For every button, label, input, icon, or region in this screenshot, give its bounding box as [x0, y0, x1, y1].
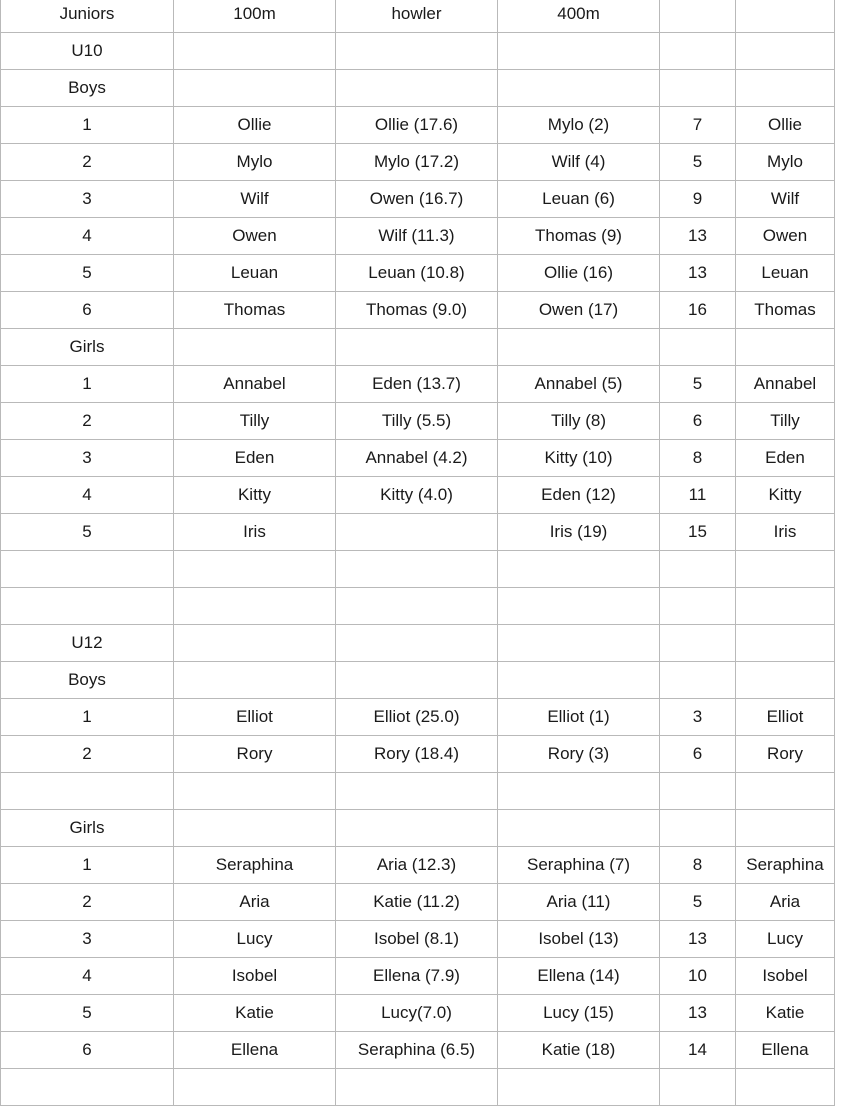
cell-result-howler[interactable]: Thomas (9.0) [336, 292, 498, 329]
cell-result-400m[interactable] [498, 662, 660, 699]
cell-label[interactable]: 4 [1, 218, 174, 255]
cell-label[interactable] [1, 588, 174, 625]
cell-overall-position[interactable] [736, 70, 835, 107]
cell-result-400m[interactable]: Tilly (8) [498, 403, 660, 440]
cell-result-howler[interactable]: Isobel (8.1) [336, 921, 498, 958]
table-row [1, 810, 835, 847]
cell-overall-position[interactable]: Mylo [736, 144, 835, 181]
cell-overall-position[interactable] [736, 662, 835, 699]
cell-label[interactable]: 1 [1, 699, 174, 736]
cell-label[interactable]: 3 [1, 181, 174, 218]
cell-result-100m[interactable]: Eden [174, 440, 336, 477]
cell-result-400m[interactable] [498, 70, 660, 107]
cell-points-total[interactable]: 6 [660, 736, 736, 773]
cell-points-total[interactable] [660, 588, 736, 625]
cell-result-100m[interactable]: Mylo [174, 144, 336, 181]
cell-overall-position[interactable] [736, 588, 835, 625]
cell-points-total[interactable]: 10 [660, 958, 736, 995]
cell-result-howler[interactable]: Owen (16.7) [336, 181, 498, 218]
cell-result-100m[interactable]: Owen [174, 218, 336, 255]
cell-result-howler[interactable] [336, 1069, 498, 1106]
cell-overall-position[interactable]: Leuan [736, 255, 835, 292]
cell-result-400m[interactable]: Wilf (4) [498, 144, 660, 181]
cell-points-total[interactable]: 5 [660, 144, 736, 181]
cell-result-100m[interactable] [174, 70, 336, 107]
table-row [1, 255, 835, 292]
cell-result-100m[interactable] [174, 773, 336, 810]
cell-label[interactable]: 3 [1, 921, 174, 958]
cell-label[interactable] [1, 773, 174, 810]
cell-result-howler[interactable]: Elliot (25.0) [336, 699, 498, 736]
cell-result-howler[interactable]: Katie (11.2) [336, 884, 498, 921]
table-row [1, 662, 835, 699]
cell-result-100m[interactable] [174, 329, 336, 366]
cell-label[interactable] [1, 551, 174, 588]
cell-result-100m[interactable] [174, 625, 336, 662]
cell-label[interactable]: 4 [1, 477, 174, 514]
cell-overall-position[interactable]: Ellena [736, 1032, 835, 1069]
cell-points-total[interactable] [660, 810, 736, 847]
cell-overall-position[interactable]: Lucy [736, 921, 835, 958]
cell-points-total[interactable] [660, 625, 736, 662]
cell-result-100m[interactable]: Isobel [174, 958, 336, 995]
table-row [1, 773, 835, 810]
cell-overall-position[interactable]: Katie [736, 995, 835, 1032]
cell-overall-position[interactable]: Ollie [736, 107, 835, 144]
cell-result-100m[interactable]: Seraphina [174, 847, 336, 884]
table-row [1, 736, 835, 773]
cell-overall-position[interactable]: Elliot [736, 699, 835, 736]
cell-result-howler[interactable]: Eden (13.7) [336, 366, 498, 403]
cell-result-howler[interactable] [336, 588, 498, 625]
cell-label[interactable]: 4 [1, 958, 174, 995]
cell-points-total[interactable] [660, 1069, 736, 1106]
table-row [1, 514, 835, 551]
table-row [1, 921, 835, 958]
cell-result-100m[interactable]: Lucy [174, 921, 336, 958]
cell-result-400m[interactable]: Kitty (10) [498, 440, 660, 477]
cell-result-howler[interactable] [336, 810, 498, 847]
table-row [1, 440, 835, 477]
cell-label[interactable]: 5 [1, 255, 174, 292]
cell-overall-position[interactable]: Owen [736, 218, 835, 255]
table-row [1, 884, 835, 921]
table-row [1, 847, 835, 884]
cell-result-howler[interactable] [336, 625, 498, 662]
cell-points-total[interactable] [660, 773, 736, 810]
cell-result-howler[interactable] [336, 662, 498, 699]
cell-label[interactable]: 2 [1, 403, 174, 440]
cell-points-total[interactable]: 15 [660, 514, 736, 551]
cell-points-total[interactable]: 13 [660, 921, 736, 958]
cell-label[interactable]: 2 [1, 144, 174, 181]
cell-result-howler[interactable]: Wilf (11.3) [336, 218, 498, 255]
cell-overall-position[interactable] [736, 551, 835, 588]
cell-result-400m[interactable]: Thomas (9) [498, 218, 660, 255]
cell-points-total[interactable]: 3 [660, 699, 736, 736]
cell-result-howler[interactable] [336, 33, 498, 70]
cell-result-100m[interactable]: Katie [174, 995, 336, 1032]
cell-result-100m[interactable] [174, 1069, 336, 1106]
cell-overall-position[interactable]: Thomas [736, 292, 835, 329]
table-row [1, 144, 835, 181]
cell-label[interactable]: Boys [1, 662, 174, 699]
cell-result-100m[interactable] [174, 810, 336, 847]
cell-overall-position[interactable]: Rory [736, 736, 835, 773]
cell-result-400m[interactable]: Ellena (14) [498, 958, 660, 995]
cell-points-total[interactable]: 5 [660, 884, 736, 921]
table-row [1, 625, 835, 662]
cell-result-100m[interactable]: Ellena [174, 1032, 336, 1069]
cell-result-100m[interactable]: Kitty [174, 477, 336, 514]
cell-result-howler[interactable]: Kitty (4.0) [336, 477, 498, 514]
cell-result-400m[interactable]: Owen (17) [498, 292, 660, 329]
cell-points-total[interactable]: 14 [660, 1032, 736, 1069]
cell-overall-position[interactable] [736, 0, 835, 33]
cell-result-100m[interactable]: Annabel [174, 366, 336, 403]
cell-label[interactable]: Boys [1, 70, 174, 107]
table-row [1, 292, 835, 329]
spreadsheet-body [1, 0, 835, 1106]
table-row [1, 403, 835, 440]
cell-label[interactable]: U12 [1, 625, 174, 662]
cell-result-howler[interactable]: Ollie (17.6) [336, 107, 498, 144]
cell-result-howler[interactable]: Lucy(7.0) [336, 995, 498, 1032]
cell-overall-position[interactable] [736, 810, 835, 847]
cell-result-400m[interactable]: Katie (18) [498, 1032, 660, 1069]
cell-points-total[interactable] [660, 70, 736, 107]
cell-result-howler[interactable] [336, 329, 498, 366]
cell-result-100m[interactable]: Tilly [174, 403, 336, 440]
cell-points-total[interactable]: 5 [660, 366, 736, 403]
cell-result-100m[interactable] [174, 662, 336, 699]
cell-label[interactable]: 1 [1, 366, 174, 403]
cell-result-400m[interactable]: Seraphina (7) [498, 847, 660, 884]
table-row [1, 1069, 835, 1106]
cell-result-howler[interactable]: Aria (12.3) [336, 847, 498, 884]
cell-result-howler[interactable]: Seraphina (6.5) [336, 1032, 498, 1069]
cell-points-total[interactable]: 13 [660, 255, 736, 292]
table-row [1, 329, 835, 366]
cell-overall-position[interactable]: Annabel [736, 366, 835, 403]
cell-result-400m[interactable]: Rory (3) [498, 736, 660, 773]
table-row [1, 33, 835, 70]
cell-result-400m[interactable] [498, 625, 660, 662]
cell-result-400m[interactable]: Mylo (2) [498, 107, 660, 144]
table-row [1, 107, 835, 144]
cell-result-100m[interactable]: 100m [174, 0, 336, 33]
cell-result-howler[interactable]: howler [336, 0, 498, 33]
cell-overall-position[interactable] [736, 625, 835, 662]
cell-label[interactable]: 1 [1, 847, 174, 884]
cell-points-total[interactable]: 9 [660, 181, 736, 218]
cell-result-100m[interactable]: Rory [174, 736, 336, 773]
cell-result-400m[interactable]: Leuan (6) [498, 181, 660, 218]
cell-result-400m[interactable]: Lucy (15) [498, 995, 660, 1032]
table-row [1, 0, 835, 33]
table-row [1, 958, 835, 995]
table-row [1, 588, 835, 625]
cell-overall-position[interactable] [736, 773, 835, 810]
cell-result-100m[interactable]: Elliot [174, 699, 336, 736]
cell-overall-position[interactable]: Eden [736, 440, 835, 477]
cell-result-100m[interactable]: Iris [174, 514, 336, 551]
cell-result-400m[interactable]: Ollie (16) [498, 255, 660, 292]
table-row [1, 1032, 835, 1069]
table-row [1, 995, 835, 1032]
cell-overall-position[interactable]: Iris [736, 514, 835, 551]
cell-label[interactable]: 2 [1, 736, 174, 773]
cell-overall-position[interactable]: Tilly [736, 403, 835, 440]
cell-points-total[interactable]: 8 [660, 847, 736, 884]
cell-result-100m[interactable]: Ollie [174, 107, 336, 144]
cell-points-total[interactable] [660, 0, 736, 33]
cell-result-400m[interactable] [498, 329, 660, 366]
cell-points-total[interactable]: 13 [660, 218, 736, 255]
cell-result-400m[interactable] [498, 588, 660, 625]
cell-result-100m[interactable] [174, 588, 336, 625]
cell-result-400m[interactable] [498, 33, 660, 70]
cell-result-100m[interactable]: Thomas [174, 292, 336, 329]
cell-points-total[interactable]: 16 [660, 292, 736, 329]
cell-result-howler[interactable] [336, 514, 498, 551]
cell-result-100m[interactable] [174, 33, 336, 70]
cell-overall-position[interactable] [736, 33, 835, 70]
cell-result-100m[interactable] [174, 551, 336, 588]
cell-label[interactable]: Juniors [1, 0, 174, 33]
cell-points-total[interactable]: 8 [660, 440, 736, 477]
cell-result-400m[interactable]: Isobel (13) [498, 921, 660, 958]
cell-result-howler[interactable]: Tilly (5.5) [336, 403, 498, 440]
cell-points-total[interactable]: 13 [660, 995, 736, 1032]
cell-points-total[interactable]: 6 [660, 403, 736, 440]
cell-result-howler[interactable]: Annabel (4.2) [336, 440, 498, 477]
cell-result-100m[interactable]: Wilf [174, 181, 336, 218]
cell-points-total[interactable] [660, 662, 736, 699]
table-row [1, 181, 835, 218]
cell-result-100m[interactable]: Leuan [174, 255, 336, 292]
cell-label[interactable]: 5 [1, 995, 174, 1032]
cell-result-howler[interactable]: Ellena (7.9) [336, 958, 498, 995]
cell-result-howler[interactable]: Rory (18.4) [336, 736, 498, 773]
cell-overall-position[interactable]: Seraphina [736, 847, 835, 884]
cell-result-howler[interactable] [336, 773, 498, 810]
cell-result-400m[interactable]: 400m [498, 0, 660, 33]
cell-result-howler[interactable]: Mylo (17.2) [336, 144, 498, 181]
cell-label[interactable] [1, 1069, 174, 1106]
cell-result-howler[interactable] [336, 551, 498, 588]
cell-points-total[interactable] [660, 33, 736, 70]
cell-result-400m[interactable]: Elliot (1) [498, 699, 660, 736]
cell-label[interactable]: 5 [1, 514, 174, 551]
cell-label[interactable]: Girls [1, 329, 174, 366]
cell-result-400m[interactable]: Aria (11) [498, 884, 660, 921]
cell-result-400m[interactable] [498, 1069, 660, 1106]
cell-points-total[interactable]: 7 [660, 107, 736, 144]
cell-label[interactable]: U10 [1, 33, 174, 70]
cell-label[interactable]: 3 [1, 440, 174, 477]
table-row [1, 477, 835, 514]
cell-result-400m[interactable]: Eden (12) [498, 477, 660, 514]
table-row [1, 699, 835, 736]
table-row [1, 366, 835, 403]
cell-result-400m[interactable] [498, 773, 660, 810]
cell-overall-position[interactable]: Wilf [736, 181, 835, 218]
table-row [1, 551, 835, 588]
cell-result-400m[interactable] [498, 551, 660, 588]
cell-result-400m[interactable]: Iris (19) [498, 514, 660, 551]
cell-overall-position[interactable]: Aria [736, 884, 835, 921]
cell-overall-position[interactable]: Isobel [736, 958, 835, 995]
cell-result-howler[interactable]: Leuan (10.8) [336, 255, 498, 292]
cell-label[interactable]: 6 [1, 1032, 174, 1069]
cell-label[interactable]: Girls [1, 810, 174, 847]
cell-points-total[interactable] [660, 551, 736, 588]
cell-result-howler[interactable] [336, 70, 498, 107]
cell-result-100m[interactable]: Aria [174, 884, 336, 921]
cell-points-total[interactable] [660, 329, 736, 366]
cell-overall-position[interactable] [736, 329, 835, 366]
cell-label[interactable]: 6 [1, 292, 174, 329]
cell-label[interactable]: 2 [1, 884, 174, 921]
cell-result-400m[interactable] [498, 810, 660, 847]
table-row [1, 218, 835, 255]
table-row [1, 70, 835, 107]
cell-result-400m[interactable]: Annabel (5) [498, 366, 660, 403]
cell-label[interactable]: 1 [1, 107, 174, 144]
cell-overall-position[interactable] [736, 1069, 835, 1106]
cell-overall-position[interactable]: Kitty [736, 477, 835, 514]
cell-points-total[interactable]: 11 [660, 477, 736, 514]
